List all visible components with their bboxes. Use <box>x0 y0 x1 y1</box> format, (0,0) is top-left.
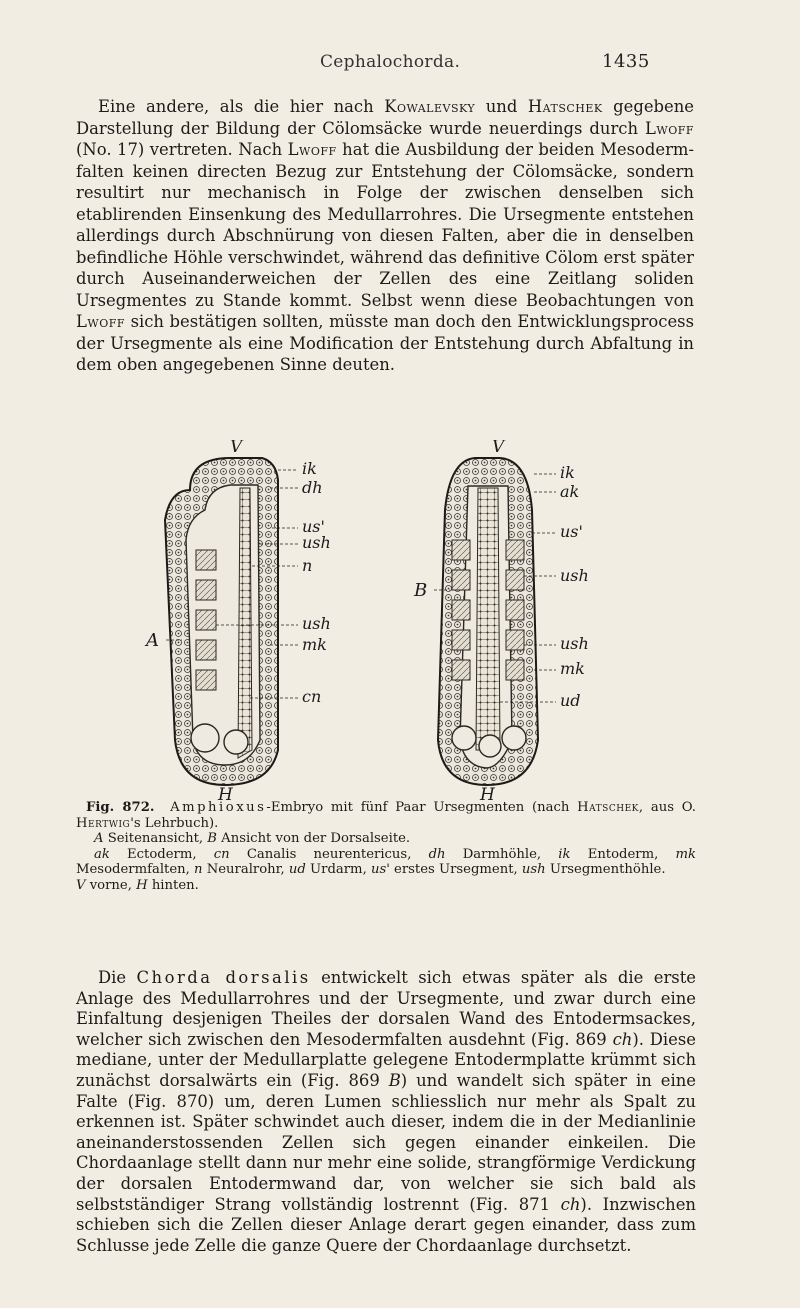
paragraph-lwoff: Eine andere, als die hier nach Kowalevsky und Hatschek gegebene Darstellung der Bildung der Cölomsäcke wurde neuerdings durch Lwoff (No. 17) vertreten. Nach Lwoff hat die Ausbildung der beiden Mesoderm-falten keinen directen Bezug zur Entstehung der Cölomsäcke, sondern resultirt nur mechanisch in Folge der zwischen denselben sich etablirenden Einsenkung des Medullarrohres. Die Ursegmente entstehen allerdings durch Abschnürung von diesen Falten, aber die in denselben befindliche Höhle verschwindet, während das definitive Cölom erst später durch Auseinanderweichen der Zellen des eine Zeitlang soliden Ursegmentes zu Stande kommt. Selbst wenn diese Beobachtungen von Lwoff sich bestätigen sollten, müsste man doch den Entwicklungsprocess der Ursegmente als eine Modification der Entstehung durch Abfaltung in dem oben angegebenen Sinne deuten. <box>76 97 695 374</box>
author-hertwig: Hertwig <box>76 815 131 831</box>
author-hatschek: Hatschek <box>527 97 603 116</box>
label-ik: ik <box>302 459 317 478</box>
label-ush: ush <box>302 533 331 552</box>
label-ush: ush <box>560 634 589 653</box>
embryo-figure <box>120 440 680 800</box>
label-mk: mk <box>560 659 585 678</box>
label-us-prime: us' <box>560 522 583 541</box>
page-number: 1435 <box>602 51 650 72</box>
author-lwoff: Lwoff <box>287 140 337 159</box>
label-n: n <box>302 556 313 575</box>
panel-a-letter: A <box>146 630 159 651</box>
term-chorda-dorsalis: Chorda dorsalis <box>136 968 311 987</box>
label-ak: ak <box>560 482 580 501</box>
label-ud: ud <box>560 691 581 710</box>
label-us-prime: us' <box>302 517 325 536</box>
label-ik: ik <box>560 463 575 482</box>
figure-caption: Fig. 872. Amphioxus-Embryo mit fünf Paar Ursegmenten (nach Hatschek, aus O. Hertwig's Lehrbuch). A Seitenansicht, B Ansicht von der Dorsalseite. ak Ectoderm, cn Canalis neurentericus, dh Darmhöhle, ik Entoderm, mk Mesodermfalten, n Neuralrohr, ud Urdarm, us' erstes Ursegment, ush Ursegmenthöhle. V vorne, H hinten. <box>76 800 696 893</box>
panel-b-bottom-mark: H <box>480 785 495 800</box>
panel-b-top-mark: V <box>492 440 505 457</box>
page-header <box>0 52 800 82</box>
paragraph-chorda: Die Chorda dorsalis entwickelt sich etwas später als die erste Anlage des Medullarrohres und der Ursegmente, und zwar durch eine Einfaltung desjenigen Theiles der dorsalen Wand des Entodermsackes, welcher sich zwischen den Mesodermfalten ausdehnt (Fig. 869 ch). Diese mediane, unter der Medullarplatte gelegene Entodermplatte krümmt sich zunächst dorsalwärts ein (Fig. 869 B) und wandelt sich später in eine Falte (Fig. 870) um, deren Lumen schliesslich nur mehr als Spalt zu erkennen ist. Später schwindet auch dieser, indem die in der Medianlinie aneinanderstossenden Zellen sich gegen einander einkeilen. Die Chordaanlage stellt dann nur mehr eine solide, strangförmige Verdickung der dorsalen Entodermwand dar, von welcher sie sich bald als selbstständiger Strang vollständig lostrennt (Fig. 871 ch). Inzwischen schieben sich die Zellen dieser Anlage derart gegen einander, dass zum Schlusse jede Zelle die ganze Quere der Chordaanlage durchsetzt. <box>76 968 697 1255</box>
panel-a-top-mark: V <box>230 440 243 457</box>
author-lwoff: Lwoff <box>645 118 694 138</box>
label-mk: mk <box>302 635 327 654</box>
label-ush: ush <box>302 614 331 633</box>
label-cn: cn <box>302 687 322 706</box>
author-hatschek: Hatschek <box>577 800 639 815</box>
caption-orientation: V vorne, H hinten. <box>76 877 199 893</box>
panel-a-side-view <box>144 440 331 800</box>
caption-panel-key: A Seitenansicht, B Ansicht von der Dorsalseite. <box>94 831 411 847</box>
panel-b-letter: B <box>414 580 428 601</box>
figure-number: Fig. 872. <box>86 800 155 815</box>
label-dh: dh <box>302 478 323 497</box>
label-ush: ush <box>560 566 589 585</box>
panel-b-dorsal-view <box>413 440 589 800</box>
running-title: Cephalochorda. <box>320 52 461 72</box>
caption-abbreviations: ak Ectoderm, cn Canalis neurentericus, dh Darmhöhle, ik Entoderm, mk Mesodermfalten, n Neuralrohr, ud Urdarm, us' erstes Ursegment, ush Ursegmenthöhle. <box>76 846 696 878</box>
embryo-illustration <box>120 440 680 800</box>
panel-a-bottom-mark: H <box>218 785 233 800</box>
author-lwoff: Lwoff <box>76 312 125 331</box>
organism-name: Amphioxus <box>170 800 267 815</box>
author-kowalevsky: Kowalevsky <box>384 97 476 116</box>
